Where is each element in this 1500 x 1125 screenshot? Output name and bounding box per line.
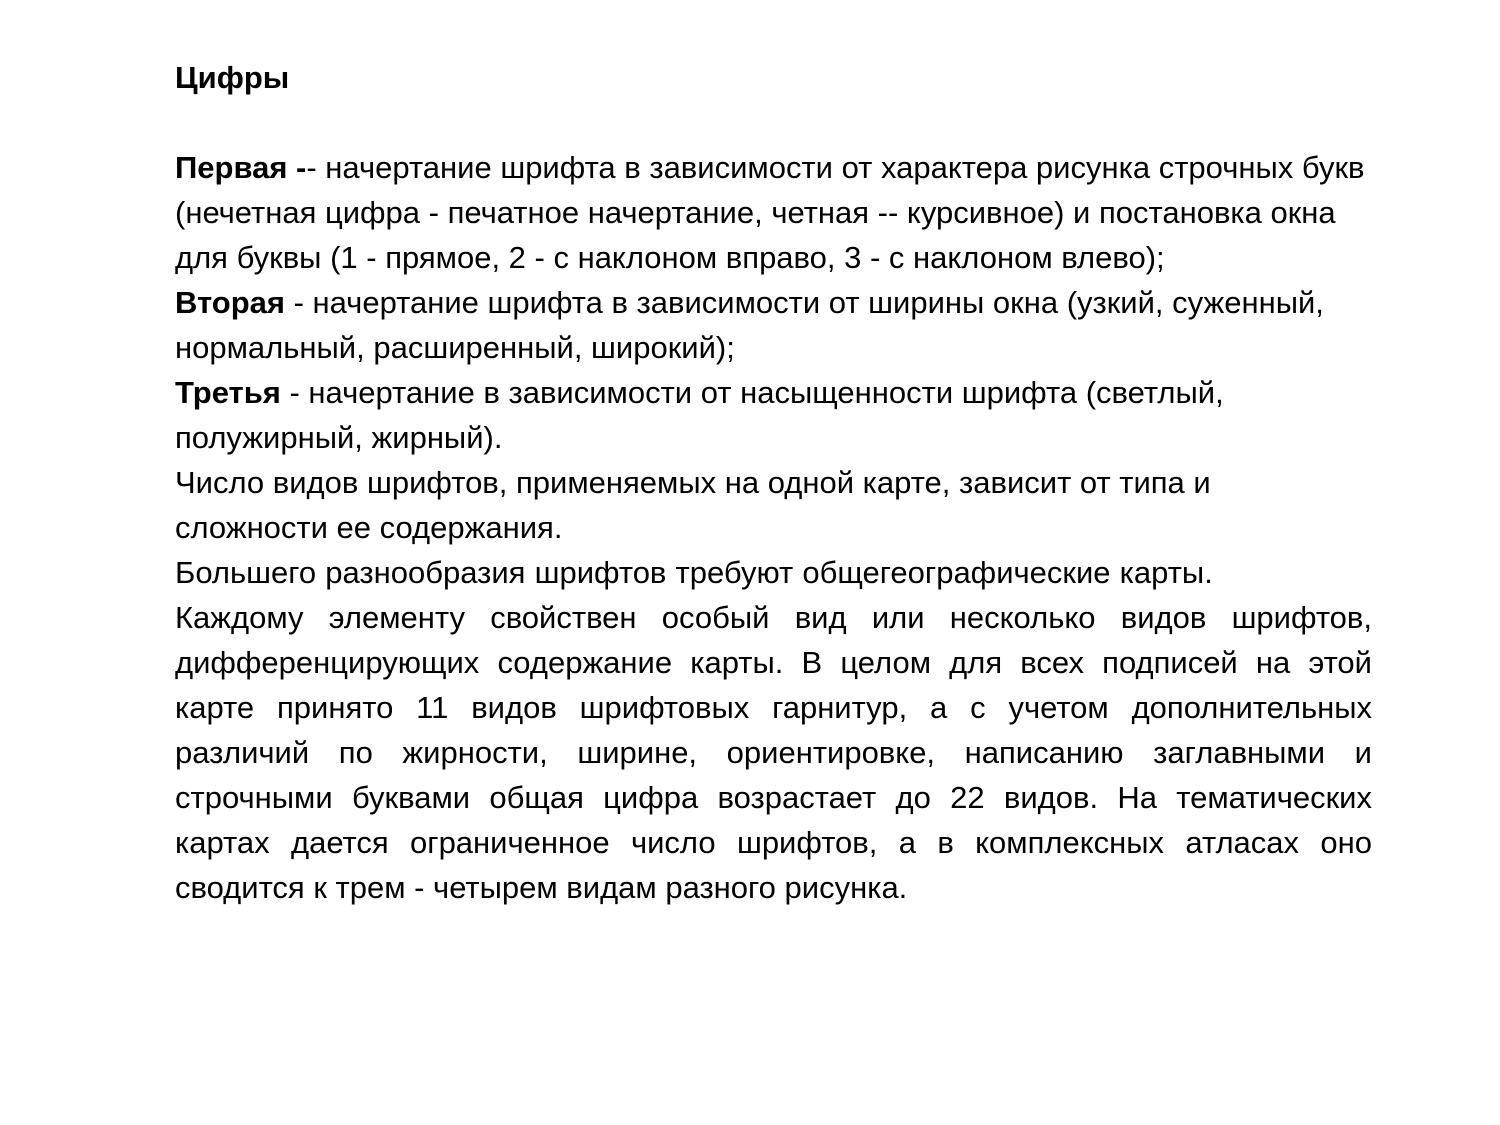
slide-content: [175, 55, 1372, 910]
font-variety-first-sentence: Большего разнообразия шрифтов требуют общегеографические карты.: [175, 555, 1213, 590]
blank-line: [175, 100, 1372, 145]
font-variety-rest: Каждому элементу свойствен особый вид или несколько видов шрифтов, дифференцирующих содержание карты. В целом для всех подписей на этой карте принято 11 видов шрифтовых гарнитур, а с учетом дополнительных различий по жирности, ширине, ориентировке, написанию заглавными и строчными буквами общая цифра возрастает до 22 видов. На тематических картах дается ограниченное число шрифтов, а в комплексных атласах оно сводится к трем - четырем видам разного рисунка.: [175, 600, 1372, 905]
font-count-paragraph: Число видов шрифтов, применяемых на одной карте, зависит от типа и сложности ее содержания.: [175, 465, 1211, 545]
font-variety-paragraph: [175, 550, 1372, 910]
digit-first-paragraph: [175, 145, 1372, 280]
digit-second-paragraph: [175, 280, 1372, 370]
digit-third-term: Третья: [175, 375, 281, 410]
digit-third-text: - начертание в зависимости от насыщенности шрифта (светлый, полужирный, жирный).: [175, 375, 1224, 455]
digit-second-term: Вторая: [175, 285, 285, 320]
slide-title: Цифры: [175, 60, 290, 95]
digit-first-term: Первая -: [175, 150, 307, 185]
digit-second-text: - начертание шрифта в зависимости от ширины окна (узкий, суженный, нормальный, расширенный, широкий);: [175, 285, 1324, 365]
digit-third-paragraph: [175, 370, 1372, 460]
digit-first-text: - начертание шрифта в зависимости от характера рисунка строчных букв (нечетная цифра - печатное начертание, четная -- курсивное) и постановка окна для буквы (1 - прямое, 2 - с наклоном вправо, 3 - с наклоном влево);: [175, 150, 1365, 275]
